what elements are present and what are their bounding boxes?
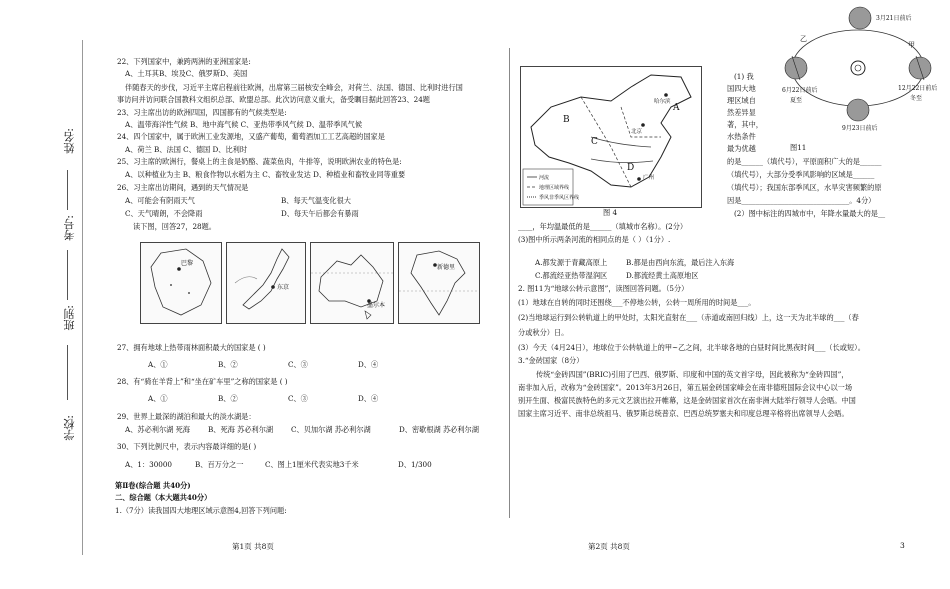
map-2-japan (226, 242, 306, 324)
q1-1-line-c: 理区域自 (727, 96, 756, 105)
figure-4-china-map (520, 66, 702, 208)
legend-river: 河流 (539, 175, 550, 181)
map-4-india (398, 242, 480, 324)
city-guangzhou: 广州 (643, 175, 655, 181)
q30-option-d: D、1/300 (398, 460, 432, 469)
q3-para-2: 南非加入后，改称为“金砖国家”。2013年3月26日，第五届金砖国家峰会在南非德班国际会议中心以一场 (518, 383, 853, 392)
q28-option-c: C、③ (288, 394, 308, 403)
region-label-c: C (591, 137, 598, 147)
q29-text: 29、世界上最深的湖泊和最大的淡水湖是： (117, 412, 256, 421)
city-harbin: 哈尔滨 (654, 99, 671, 105)
q1-2-line-b: ____，年均温最低的是______（填城市名称）。(2分） (518, 222, 688, 231)
q2-3-text: (3）今天（4月24日），地球位于公转轨道上的甲~乙之间，北半球各地的白昼时间比黑夜时间___（长或短）。 (518, 343, 865, 352)
q28-option-b: B、② (218, 394, 238, 403)
q29-option-c: C、贝加尔湖 苏必利尔湖 (291, 425, 371, 434)
q1-1-line-h: 的是______（填代号），平原面积广大的是______ (727, 157, 882, 166)
figure-11-shape (778, 6, 938, 138)
fig11-dec2-label: 冬至 (910, 95, 923, 102)
q1-text: 1.（7分）读我国四大地理区域示意图4,回答下列问题: (115, 506, 287, 515)
fig11-sep-label: 9月23日前后 (842, 125, 878, 132)
city-beijing: 北京 (631, 129, 643, 135)
q1-1-line-i: （填代号），大部分受季风影响的区域是______ (727, 170, 875, 179)
q1-3-option-b: B.都是由西向东流，最后注入东海 (626, 258, 735, 267)
q29-option-b: B、死海 苏必利尔湖 (208, 425, 274, 434)
q2-2-text-b: 分或秋分）日。 (518, 328, 569, 337)
q1-3-option-d: D.都流经黄土高原地区 (626, 271, 699, 280)
q1-3-option-a: A.都发源于青藏高原上 (535, 258, 608, 267)
q3-para-1: 传统“金砖四国”(BRIC)引用了巴西、俄罗斯、印度和中国的英文首字母，因此被称为“金砖四国”， (536, 370, 849, 379)
intro-line-2: 事访问并访问联合国教科文组织总部、欧盟总部。此次访问意义重大，备受瞩目据此回答23、24题 (117, 95, 430, 104)
map-1-shape (141, 243, 221, 323)
map-3-australia (310, 242, 394, 324)
q1-1-line-f: 水热条件 (727, 132, 756, 141)
q27-option-a: A、① (148, 360, 168, 369)
region-label-a: A (673, 103, 680, 113)
map-4-label: 新德里 (437, 264, 456, 271)
name-blank-line (67, 170, 68, 210)
q3-para-4: 国家主席习近平、南非总统祖马、俄罗斯总统普京、巴西总统罗塞夫和印度总理辛格将出席领导人会晤。 (518, 409, 849, 418)
column-divider (509, 48, 510, 518)
region-label-b: B (563, 115, 570, 125)
fig11-jun-label: 6月22日前后 (782, 87, 818, 94)
q23-options: A、温带海洋性气候 B、地中海气候 C、亚热带季风气候 D、温带季风气候 (125, 120, 363, 129)
part2-title: 第Ⅱ卷(综合题 共40分) (115, 481, 191, 490)
map-1-france (140, 242, 222, 324)
read-instruction: 读下图，回答27，28题。 (133, 222, 216, 231)
q1-2-line: (2）图中标注的四城市中，年降水量最大的是__ (734, 209, 886, 218)
figure-11-orbit (778, 6, 938, 138)
q26-option-c: C、天气晴朗，不会降雨 (125, 209, 203, 218)
q1-1-line-g: 最为优越 (727, 144, 756, 153)
name-label: 姓名: (63, 128, 76, 154)
footer-page-1: 第1页 共8页 (232, 542, 274, 551)
q3-text: 3.“金砖国家（8分） (518, 356, 584, 365)
q26-text: 26、习主席出访期间，遇到的天气情况是 (117, 183, 249, 192)
section2-title: 二、综合题（本大题共40分） (115, 493, 212, 502)
q30-option-b: B、百万分之一 (195, 460, 244, 469)
q1-3-option-c: C.都流经亚热带湿润区 (535, 271, 608, 280)
number-blank-line (67, 250, 68, 300)
q27-text: 27、拥有地球上热带雨林面积最大的国家是 ( ) (117, 343, 266, 352)
q1-3-text: (3)图中所示两条河流的相同点的是（ ）（1分）. (518, 235, 671, 244)
q27-option-c: C、③ (288, 360, 308, 369)
intro-line-1: 伴随春天的步伐，习近平主席启程前往欧洲，出席第三届核安全峰会，对荷兰、法国、德国、比利时进行国 (125, 83, 463, 92)
q29-option-a: A、苏必利尔湖 死海 (125, 425, 190, 434)
q27-option-b: B、② (218, 360, 238, 369)
fig11-yi-label: 乙 (800, 35, 807, 43)
q30-text: 30、下列比例尺中，表示内容最详细的是( ) (117, 442, 257, 451)
class-blank-line (67, 345, 68, 400)
q1-1-line-a: (1) 我 (734, 72, 754, 81)
legend-monsoon: 季风非季风区界线 (539, 195, 580, 201)
map-3-shape (311, 243, 393, 323)
map-3-label: 墨尔本 (367, 302, 386, 309)
fig11-jun2-label: 夏至 (790, 97, 803, 104)
q2-text: 2. 图11为“地球公转示意图”，读图回答问题。（5分） (518, 284, 689, 293)
q26-option-b: B、每天气温变化很大 (281, 196, 351, 205)
legend-boundary: 地理区域界线 (539, 185, 570, 191)
q23-text: 23、习主席出访的欧洲四国，四国都有的气候类型是: (117, 108, 287, 117)
fig11-jia-label: 甲 (908, 41, 915, 49)
q3-para-3: 别开生面、极富民族特色的多元文艺演出拉开帷幕，这是金砖国家首次在南非洲大陆举行领导人会晤。中国 (518, 396, 856, 405)
q24-text: 24、四个国家中，属于欧洲工业发源地，又盛产葡萄，葡萄酒加工工艺高超的国家是 (117, 132, 385, 141)
map-2-label: 东京 (277, 284, 290, 291)
q26-option-a: A、可能会有阴雨天气 (125, 196, 195, 205)
q28-option-a: A、① (148, 394, 168, 403)
q22-options: A、土耳其B、埃及C、俄罗斯D、美国 (125, 69, 248, 78)
q30-option-c: C、图上1厘米代表实地3千米 (265, 460, 359, 469)
class-label: 班别: (63, 305, 76, 331)
q1-1-line-e: 著，其中， (727, 120, 763, 129)
footer-page-2: 第2页 共8页 (588, 542, 630, 551)
q25-options: A、以种植业为主 B、粮食作物以水稻为主 C、畜牧业发达 D、种植业和畜牧业同等重要 (125, 170, 406, 179)
q1-1-line-k: 因是______________________________。4分） (727, 196, 876, 205)
q1-1-line-j: （填代号）；我国东部季风区，水旱灾害频繁的原 (727, 183, 882, 192)
map-4-shape (399, 243, 479, 323)
region-label-d: D (627, 163, 635, 173)
q26-option-d: D、每天午后都会有暴雨 (281, 209, 359, 218)
q24-options: A、荷兰 B、法国 C、德国 D、比利时 (125, 145, 248, 154)
q28-text: 28、有“骑在羊背上”和“坐在矿车里”之称的国家是 ( ) (117, 377, 288, 386)
school-label: 学校: (63, 415, 76, 441)
figure-4-caption: 图 4 (603, 208, 618, 217)
q1-1-line-b: 国四大地 (727, 84, 756, 93)
fig11-dec-label: 12月22日前后 (898, 85, 938, 92)
footer-page-3: 3 (900, 541, 905, 550)
q25-text: 25、习主席的欧洲行，餐桌上的主食是奶酪、蔬菜鱼肉，牛排等，说明欧洲农业的特色是: (117, 157, 402, 166)
q30-option-a: A、1：30000 (125, 460, 173, 469)
fig11-mar-label: 3月21日前后 (876, 15, 912, 22)
map-1-label: 巴黎 (181, 260, 194, 267)
q2-1-text: (1）地球在自转的同时还围绕___不停地公转，公转一周所用的时间是___。 (518, 298, 756, 307)
number-label: 考号: (63, 215, 76, 241)
map-2-shape (227, 243, 305, 323)
q27-option-d: D、④ (358, 360, 379, 369)
binding-margin (55, 40, 85, 560)
q22-text: 22、下列国家中，兼跨两洲的亚洲国家是: (117, 57, 251, 66)
q29-option-d: D、密歇根湖 苏必利尔湖 (399, 425, 479, 434)
q1-1-line-d: 然差异显 (727, 108, 756, 117)
q28-option-d: D、④ (358, 394, 379, 403)
q2-2-text: (2)当地球运行到公转轨道上的甲处时，太阳光直射在___（赤道或南回归线）上，这一天为北半球的___（春 (518, 313, 859, 322)
figure-11-caption: 图11 (790, 143, 807, 152)
